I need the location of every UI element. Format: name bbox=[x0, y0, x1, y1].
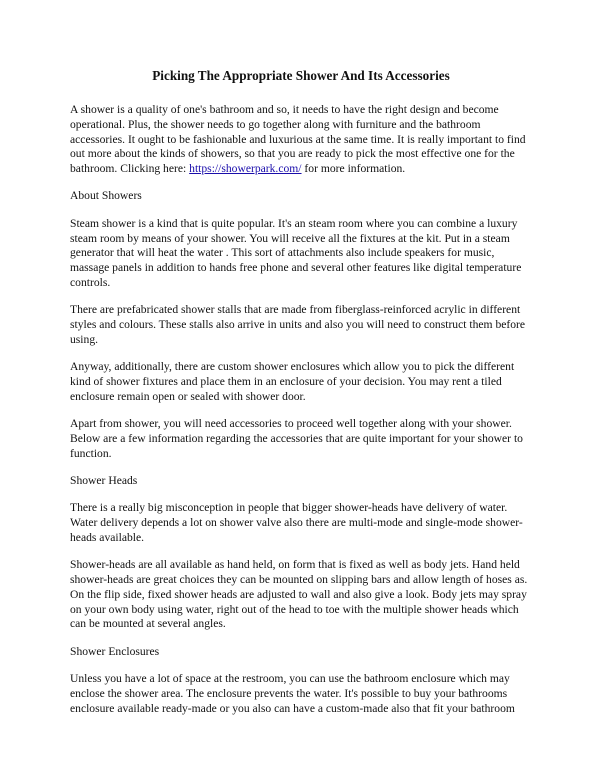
paragraph-misconception: There is a really big misconception in people that bigger shower-heads have delivery of water. Water delivery depends a lot on shower valve also there are multi-mode and single-mode shower-heads available. bbox=[70, 501, 523, 544]
intro-text: A shower is a quality of one's bathroom and so, it needs to have the right design and become operational. Plus, the shower needs to go together along with furniture and the bathroom accessories. It ought to be fashionable and luxurious at the same time. It is really important to find out more about the kinds of showers, so that you are ready to pick the most effective one for the bathroom. Clicking here: bbox=[70, 103, 526, 176]
page-title: Picking The Appropriate Shower And Its Accessories bbox=[152, 68, 450, 83]
paragraph-enclosure-space: Unless you have a lot of space at the restroom, you can use the bathroom enclosure which may enclose the shower area. The enclosure prevents the water. It's possible to buy your bathrooms enclosure available ready-made or you also can have a custom-made also that fit your bathroom bbox=[70, 671, 515, 715]
section-heading-shower-heads: Shower Heads bbox=[70, 473, 138, 487]
section-heading-shower-enclosures: Shower Enclosures bbox=[70, 644, 160, 658]
section-heading-about-showers: About Showers bbox=[70, 189, 142, 203]
paragraph-accessories: Apart from shower, you will need accessories to proceed well together along with your shower. Below are a few information regarding the accessories that are quite important for your shower to function. bbox=[70, 417, 523, 460]
paragraph-head-types: Shower-heads are all available as hand held, on form that is fixed as well as body jets. Hand held shower-heads are great choices they can be mounted on slipping bars and allow length of hoses as. On the flip side, fixed shower heads are adjusted to wall and also give a look. Body jets may spray on your own body using water, right out of the head to toe with the multiple shower heads which can be mounted at several angles. bbox=[70, 558, 528, 631]
showerpark-link[interactable]: https://showerpark.com/ bbox=[189, 162, 302, 176]
intro-text-end: for more information. bbox=[301, 162, 406, 176]
paragraph-custom-enclosures: Anyway, additionally, there are custom shower enclosures which allow you to pick the different kind of shower fixtures and place them in an enclosure of your decision. You may rent a tiled enclosure remain open or sealed with shower door. bbox=[70, 360, 515, 403]
paragraph-steam-shower: Steam shower is a kind that is quite popular. It's an steam room where you can combine a luxury steam room by means of your shower. You will receive all the fixtures at the kit. Put in a steam generator that will heat the water . This sort of attachments also include speakers for music, massage panels in addition to hands free phone and several other features like digital temperature controls. bbox=[70, 216, 522, 289]
paragraph-prefabricated-stalls: There are prefabricated shower stalls that are made from fiberglass-reinforced acrylic in different styles and colours. These stalls also arrive in units and also you will need to construct them before using. bbox=[70, 303, 526, 346]
intro-paragraph bbox=[70, 103, 532, 177]
